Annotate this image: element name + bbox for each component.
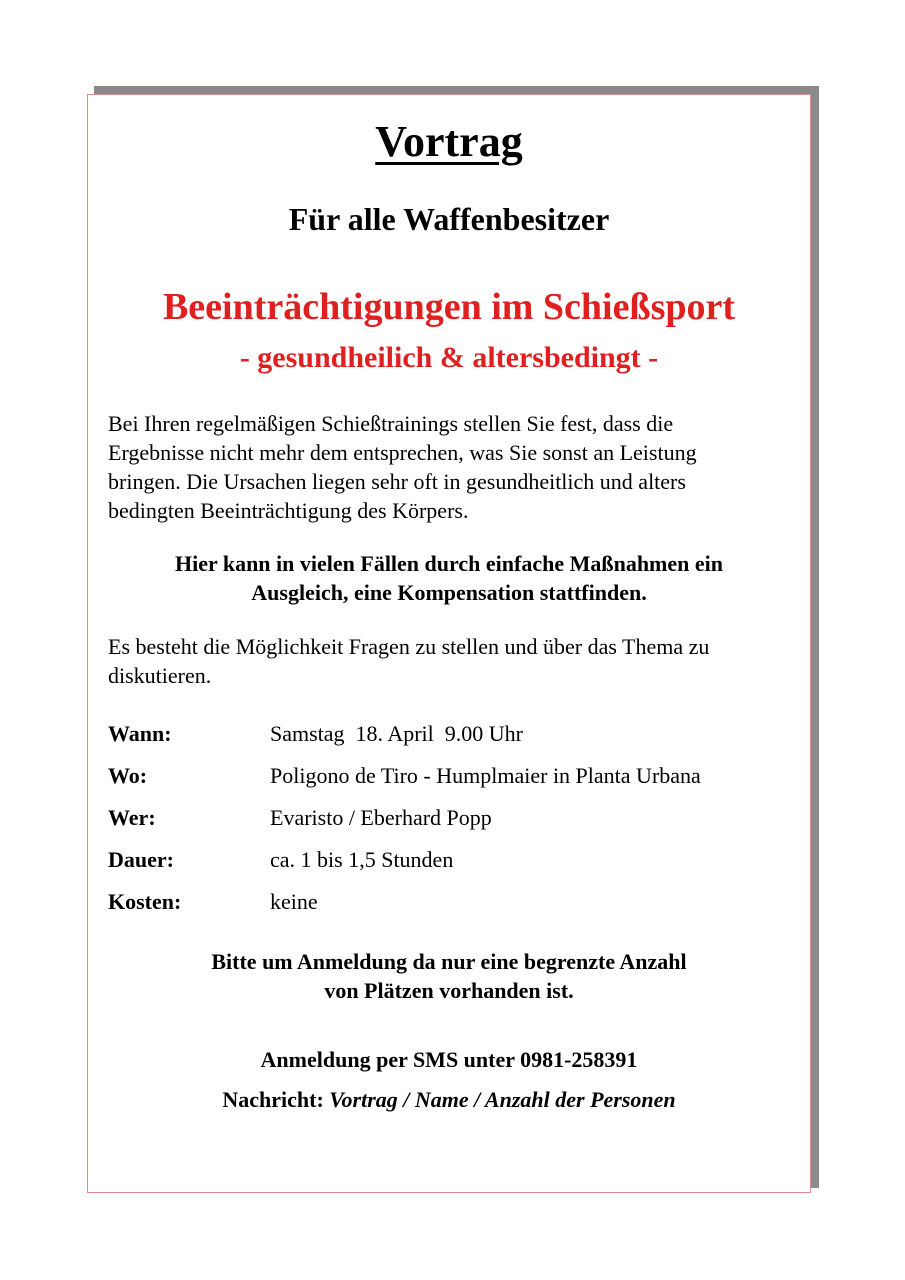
registration-line: Bitte um Anmeldung da nur eine begrenzte Anzahl [211,949,687,974]
discussion-line: Es besteht die Möglichkeit Fragen zu stellen und über das Thema zu [108,634,710,659]
intro-paragraph [108,409,788,525]
sms-registration: Anmeldung per SMS unter 0981-258391 [260,1047,638,1072]
detail-row-cost [108,888,798,930]
discussion-paragraph [108,632,788,690]
topic-subheadline: - gesundheilich & altersbedingt - [239,341,659,374]
detail-value: Poligono de Tiro - Humplmaier in Planta Urbana [270,763,701,788]
detail-value: ca. 1 bis 1,5 Stunden [270,847,454,872]
message-format [88,1085,810,1114]
intro-line: bringen. Die Ursachen liegen sehr oft in gesundheitlich und alters [108,469,686,494]
detail-value: Evaristo / Eberhard Popp [270,805,492,830]
detail-label: Kosten: [108,889,182,914]
registration-note [88,947,810,1005]
registration-line: von Plätzen vorhanden ist. [324,978,574,1003]
topic-headline: Beeinträchtigungen im Schießsport [162,286,736,328]
detail-row-where [108,762,798,804]
event-details [108,720,798,930]
detail-row-when [108,720,798,762]
detail-label: Wer: [108,805,156,830]
flyer-page [87,94,811,1193]
discussion-line: diskutieren. [108,663,212,688]
highlight-paragraph [88,549,810,607]
detail-row-who [108,804,798,846]
page-title: Vortrag [375,117,523,166]
message-label: Nachricht: [222,1087,324,1112]
detail-label: Dauer: [108,847,174,872]
detail-value: keine [270,889,318,914]
intro-line: bedingten Beeinträchtigung des Körpers. [108,498,469,523]
audience-subtitle: Für alle Waffenbesitzer [288,201,610,237]
detail-value: Samstag 18. April 9.00 Uhr [270,721,523,746]
detail-label: Wo: [108,763,148,788]
intro-line: Bei Ihren regelmäßigen Schießtrainings stellen Sie fest, dass die [108,411,674,436]
detail-row-duration [108,846,798,888]
highlight-line: Hier kann in vielen Fällen durch einfache Maßnahmen ein [174,551,723,576]
intro-line: Ergebnisse nicht mehr dem entsprechen, was Sie sonst an Leistung [108,440,697,465]
highlight-line: Ausgleich, eine Kompensation stattfinden. [251,580,647,605]
detail-label: Wann: [108,721,172,746]
message-template: Vortrag / Name / Anzahl der Personen [329,1087,676,1112]
